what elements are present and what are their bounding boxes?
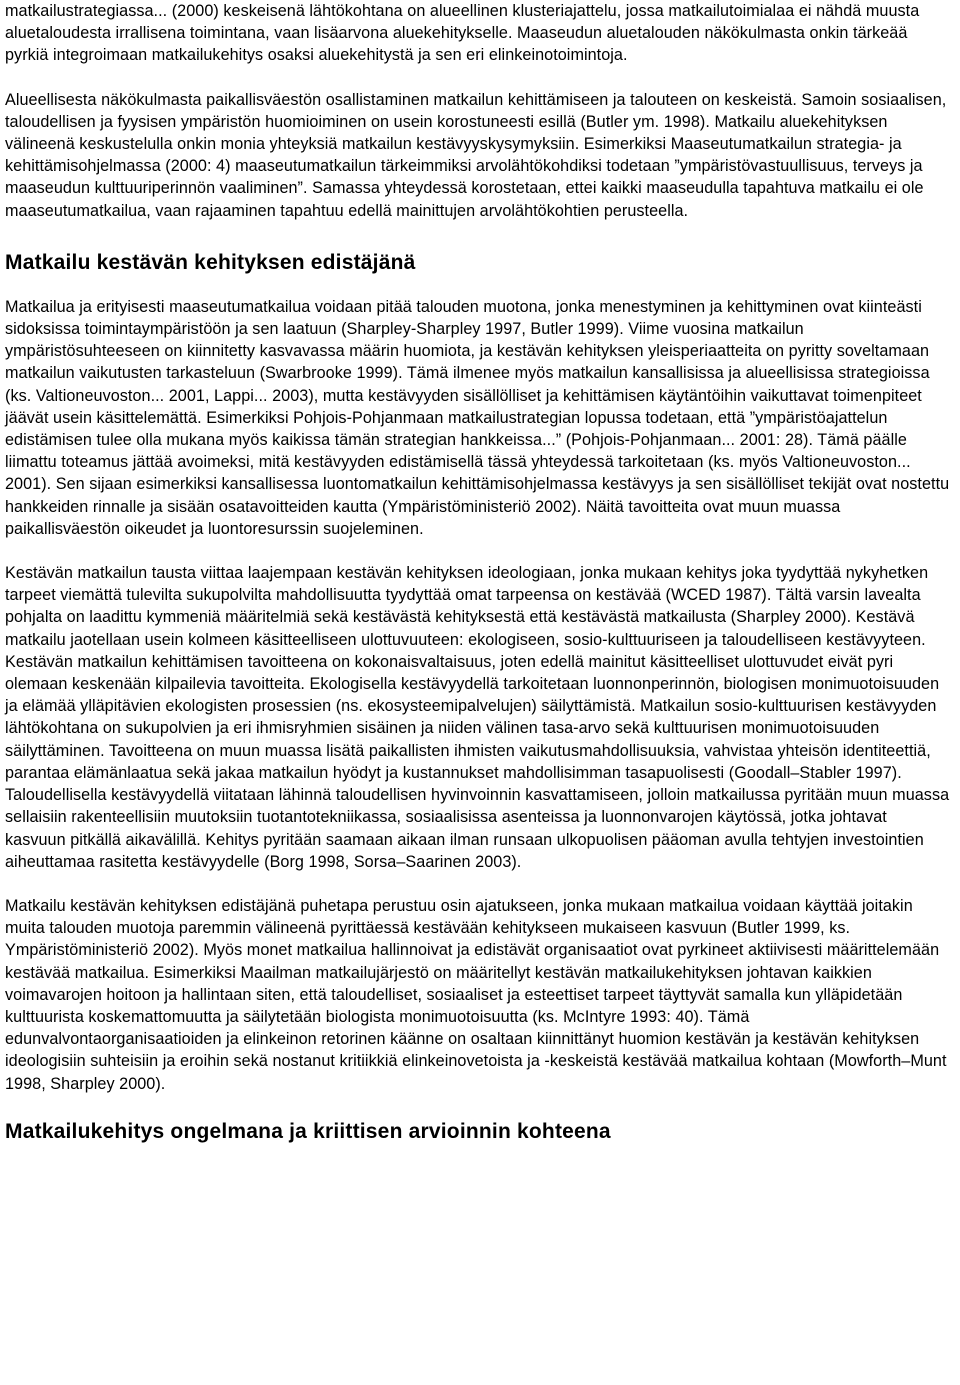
paragraph-spacer — [5, 67, 950, 89]
paragraph-spacer — [5, 873, 950, 895]
section-heading-sustainable-development: Matkailu kestävän kehityksen edistäjänä — [5, 250, 416, 274]
document-page — [5, 0, 950, 1145]
paragraph-local-participation: Alueellisesta näkökulmasta paikallisväestön osallistaminen matkailun kehittämiseen ja talouteen on keskeistä. Samoin sosiaalisen, taloudellisen ja fyysisen ympäristön huomioiminen on usein korostuneesti esillä (Butler ym. 1998). Matkailu aluekehityksen välineenä keskustelulla onkin monia yhteyksiä matkailun kestävyyskysymyksiin. Esimerkiksi Maaseutumatkailun strategia- ja kehittämisohjelmassa (2000: 4) maaseutumatkailun tärkeimmiksi arvolähtökohdiksi todetaan ”ympäristövastuullisuus, terveys ja maaseudun kulttuuriperinnön vaaliminen”. Samassa yhteydessä korostetaan, ettei kaikki maaseudulla tapahtuva matkailu ei ole maaseutumatkailua, vaan rajaaminen tapahtuu edellä mainittujen arvolähtökohtien perusteella. — [5, 90, 947, 220]
paragraph-regional-clustering: matkailustrategiassa... (2000) keskeisenä lähtökohtana on alueellinen klusteriajattelu, jossa matkailutoimialaa ei nähdä muusta aluetaloudesta irrallisena toimintana, vaan lisäarvona aluekehitykselle. Maaseudun aluetalouden näkökulmasta onkin tärkeää pyrkiä integroimaan matkailukehitys osaksi aluekehitystä ja sen eri elinkeinotoimintoja. — [5, 2, 920, 65]
paragraph-spacer — [5, 540, 950, 562]
paragraph-spacer — [5, 222, 950, 250]
paragraph-rural-tourism-economy: Matkailua ja erityisesti maaseutumatkailua voidaan pitää talouden muotona, jonka menestyminen ja kehittyminen ovat kiinteästi sidoksissa toimintaympäristöön ja sen laatuun (Sharpley-Sharpley 1997, Butler 1999). Viime vuosina matkailun ympäristösuhteeseen on kiinnitetty kasvavassa määrin huomiota, ja kestävän kehityksen yleisperiaatteita on pyritty soveltamaan matkailun vaikutusten tarkasteluun (Swarbrooke 1999). Tämä ilmenee myös matkailun kansallisissa ja alueellisissa strategioissa (ks. Valtioneuvoston... 2001, Lappi... 2003), mutta kestävyyden sisällölliset ja kehittämisen käytäntöihin vaikuttavat toimenpiteet jäävät usein käsittelemättä. Esimerkiksi Pohjois-Pohjanmaan matkailustrategian lopussa todetaan, että ”ympäristöajattelun edistämisen tulee olla mukana myös kaikissa tämän strategian hankkeissa...” (Pohjois-Pohjanmaan... 2001: 28). Tämä päälle liimattu toteamus jättää avoimeksi, mitä kestävyyden edistämisellä tässä yhteydessä tarkoitetaan (ks. myös Valtioneuvoston... 2001). Sen sijaan esimerkiksi kansallisessa luontomatkailun kehittämisohjelmassa kestävyys ja sen sisällölliset tekijät ovat nostettu hankkeiden rinnalle ja sisään osatavoitteiden kautta (Ympäristöministeriö 2002). Näitä tavoitteita ovat muun muassa paikallisväestön oikeudet ja luontoresurssin suojeleminen. — [5, 297, 950, 538]
section-heading-critical-evaluation: Matkailukehitys ongelmana ja kriittisen arvioinnin kohteena — [5, 1119, 611, 1143]
paragraph-tourism-as-promoter: Matkailu kestävän kehityksen edistäjänä puhetapa perustuu osin ajatukseen, jonka mukaan matkailua voidaan käyttää joitakin muita talouden muotoja paremmin välineenä pyrittäessä kestävään kehitykseen mukaiseen kasvuun (Butler 1999, ks. Ympäristöministeriö 2002). Myös monet matkailua hallinnoivat ja edistävät organisaatiot ovat pyrkineet aktiivisesti määrittelemään kestävää matkailua. Esimerkiksi Maailman matkailujärjestö on määritellyt kestävän matkailukehityksen johtavan kaikkien voimavarojen hoitoon ja hallintaan siten, että taloudelliset, sosiaaliset ja esteettiset tarpeet täyttyvät samalla kun ylläpidetään kulttuurista koskemattomuutta ja säilytetään biologista monimuotoisuutta (ks. McIntyre 1993: 40). Tämä edunvalvontaorganisaatioiden ja elinkeinon retorinen käänne on osaltaan kiinnittänyt huomion kestävän ja kestävän kehityksen ideologisiin suhteisiin ja eroihin sekä nostanut kritiikkiä elinkeinovetoista ja -keskeistä kestävää matkailua kohtaan (Mowforth–Munt 1998, Sharpley 2000). — [5, 896, 947, 1093]
paragraph-spacer — [5, 276, 950, 296]
paragraph-sustainable-tourism-background: Kestävän matkailun tausta viittaa laajempaan kestävän kehityksen ideologiaan, jonka mukaan kehitys joka tyydyttää nykyhetken tarpeet viemättä tulevilta sukupolvilta mahdollisuutta tyydyttää omat tarpeensa on kestävää (WCED 1987). Tältä varsin lavealta pohjalta on laadittu kymmeniä määritelmiä sekä kestävästä kehityksestä että kestävästä matkailusta (Sharpley 2000). Kestävä matkailu jaotellaan usein kolmeen käsitteelliseen ulottuvuuteen: ekologiseen, sosio-kulttuuriseen ja taloudelliseen kestävyyteen. Kestävän matkailun kehittämisen tavoitteena on kokonaisvaltaisuus, joten edellä mainitut käsitteelliset ulottuvudet eivät pyri olemaan keskenään kilpailevia tavoitteita. Ekologisella kestävyydellä tarkoitetaan luonnonperinnön, biologisen monimuotoisuuden ja elämää ylläpitävien ekologisten prosessien (ns. ekosysteemipalvelujen) säilyttämistä. Matkailun sosio-kulttuurisen kestävyyden lähtökohtana on sukupolvien ja eri ihmisryhmien sisäinen ja niiden välinen tasa-arvo sekä kulttuurisen monimuotoisuuden säilyttäminen. Tavoitteena on muun muassa lisätä paikallisten ihmisten vaikutusmahdollisuuksia, vahvistaa yhteisön identiteettiä, parantaa elämänlaatua sekä jakaa matkailun hyödyt ja kustannukset mahdollisimman tasapuolisesti (Goodall–Stabler 1997). Taloudellisella kestävyydellä viitataan lähinnä taloudellisen hyvinvoinnin kasvattamiseen, jolloin matkailussa pyritään muun muassa sellaisiin rakenteellisiin muutoksiin tuotantotekniikassa, sosiaalisissa asenteissa ja luonnonvarojen käytössä, jotka johtavat kasvuun pitkällä aikavälillä. Kehitys pyritään saamaan aikaan ilman runsaan ulkopuolisen pääoman avulla tehtyjen investointien aiheuttamaa rasitetta kestävyydelle (Borg 1998, Sorsa–Saarinen 2003). — [5, 564, 950, 871]
paragraph-spacer — [5, 1095, 950, 1119]
